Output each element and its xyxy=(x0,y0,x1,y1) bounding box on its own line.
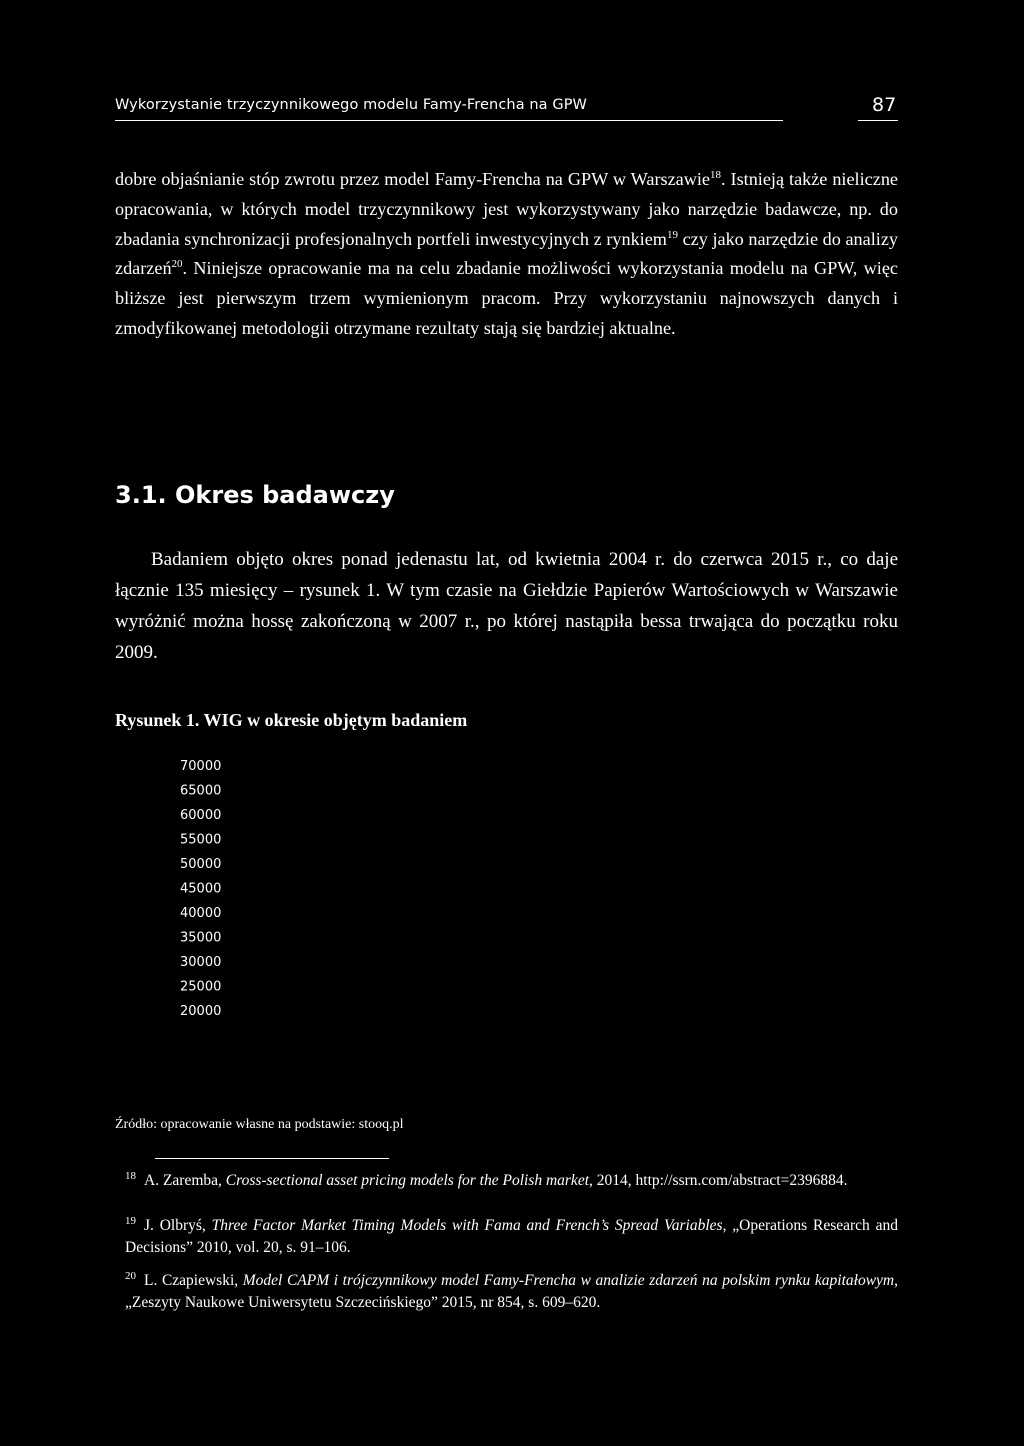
page-number-rule xyxy=(858,120,898,121)
footnote-title: Three Factor Market Timing Models with Fama and French’s Spread Variables xyxy=(211,1217,723,1234)
paragraph-text: dobre objaśnianie stóp zwrotu przez model Famy-Frencha na GPW w Warszawie xyxy=(115,169,710,189)
wig-line-chart xyxy=(170,752,290,1027)
y-tick-label: 65000 xyxy=(180,783,222,799)
running-head: Wykorzystanie trzyczynnikowego modelu Famy-Frencha na GPW xyxy=(115,97,587,113)
y-tick-label: 25000 xyxy=(180,979,222,995)
y-axis-ticks xyxy=(180,759,221,1019)
paragraph-text: . Niniejsze opracowanie ma na celu zbadanie możliwości wykorzystania modelu na GPW, więc bliższe jest pierwszym trzem wymienionym pracom. Przy wykorzystaniu najnowszych danych i zmodyfikowanej metodologii otrzymane rezultaty stają się bardziej aktualne. xyxy=(115,258,898,338)
body-paragraph-research-period: Badaniem objęto okres ponad jedenastu lat, od kwietnia 2004 r. do czerwca 2015 r., co daje łącznie 135 miesięcy – rysunek 1. W tym czasie na Giełdzie Papierów Wartościowych w Warszawie wyróżnić można hossę zakończoną w 2007 r., po której nastąpiła bessa trwająca do początku roku 2009. xyxy=(115,549,898,663)
footnote-number: 19 xyxy=(125,1214,136,1227)
footnote-18 xyxy=(125,1170,898,1192)
footnote-title: Cross-sectional asset pricing models for the Polish market xyxy=(225,1172,590,1189)
footnote-ref-20[interactable]: 20 xyxy=(171,258,183,271)
page-number: 87 xyxy=(872,94,897,116)
footnote-19 xyxy=(125,1215,898,1259)
footnote-text: , „Zeszyty Naukowe Uniwersytetu Szczecińskiego” 2015, nr 854, s. 609–620. xyxy=(125,1272,899,1311)
paragraph-text: . Istnieją także nieliczne opracowania, w których model trzyczynnikowy jest wykorzystywany jako narzędzie badawcze, np. do zbadania synchronizacji profesjonalnych portfeli inwestycyjnych z rynkiem xyxy=(115,169,898,249)
y-tick-label: 70000 xyxy=(180,759,222,774)
y-tick-label: 55000 xyxy=(180,832,222,848)
footnote-text: A. Zaremba, xyxy=(144,1172,226,1189)
figure-caption: Rysunek 1. WIG w okresie objętym badaniem xyxy=(115,710,468,730)
section-heading: 3.1. Okres badawczy xyxy=(115,481,395,509)
y-tick-label: 35000 xyxy=(180,930,222,946)
y-tick-label: 60000 xyxy=(180,808,222,823)
footnote-ref-18[interactable]: 18 xyxy=(710,168,721,181)
figure-source: Źródło: opracowanie własne na podstawie: stooq.pl xyxy=(115,1117,404,1132)
paragraph-text: czy jako narzędzie do analizy zdarzeń xyxy=(115,228,898,279)
y-tick-label: 30000 xyxy=(180,955,222,970)
footnote-text: L. Czapiewski, xyxy=(144,1272,243,1289)
y-tick-label: 20000 xyxy=(180,1004,222,1019)
footnote-text[interactable]: , 2014, http://ssrn.com/abstract=2396884. xyxy=(589,1172,848,1189)
footnote-20 xyxy=(125,1270,898,1314)
footnote-text: , „Operations Research and Decisions” 2010, vol. 20, s. 91–106. xyxy=(125,1217,898,1256)
footnote-text: J. Olbryś, xyxy=(144,1217,212,1234)
body-paragraph-intro xyxy=(115,165,898,344)
footnote-number: 20 xyxy=(125,1269,136,1282)
header-rule xyxy=(115,120,783,121)
footnote-ref-19[interactable]: 19 xyxy=(666,228,678,241)
y-tick-label: 40000 xyxy=(180,906,222,921)
footnote-number: 18 xyxy=(125,1169,136,1182)
footnote-rule xyxy=(155,1158,389,1159)
y-tick-label: 50000 xyxy=(180,857,222,872)
y-tick-label: 45000 xyxy=(180,881,222,897)
footnote-title: Model CAPM i trójczynnikowy model Famy-Frencha w analizie zdarzeń na polskim rynku kapitałowym xyxy=(242,1272,895,1289)
